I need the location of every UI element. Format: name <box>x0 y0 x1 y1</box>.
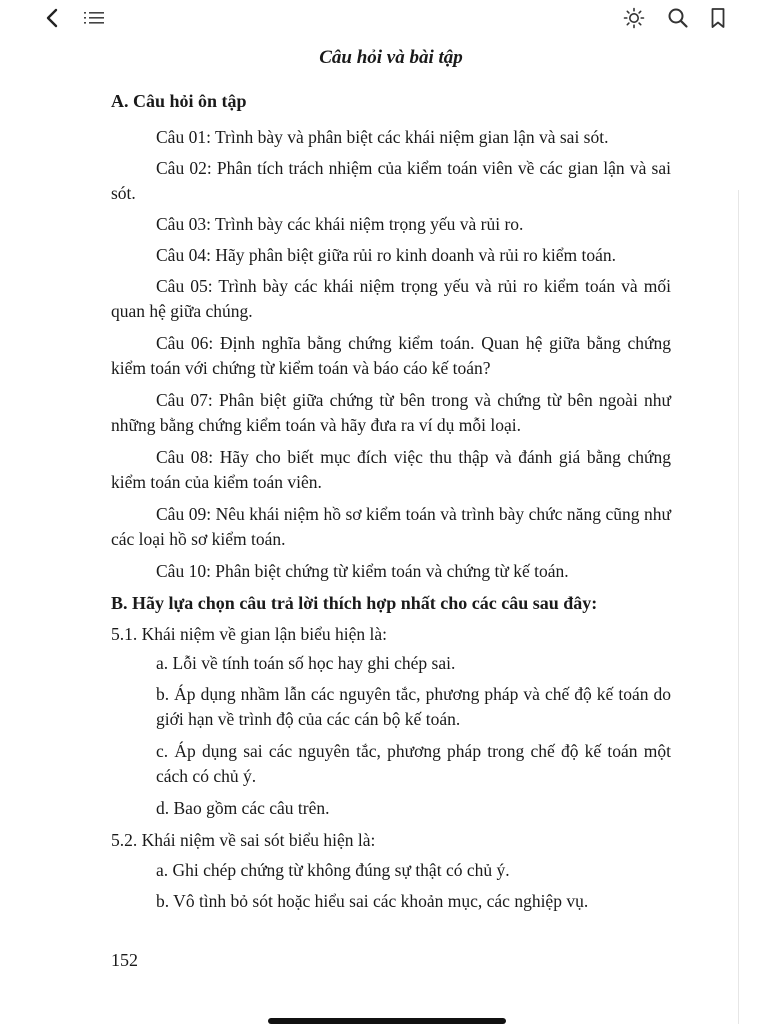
review-question: Câu 05: Trình bày các khái niệm trọng yếu và rủi ro kiểm toán và mối quan hệ giữa chúng. <box>111 276 671 321</box>
mcq-question-stem: 5.1. Khái niệm về gian lận biểu hiện là: <box>111 624 388 644</box>
review-question: Câu 10: Phân biệt chứng từ kiểm toán và chứng từ kế toán. <box>156 561 569 581</box>
review-question: Câu 08: Hãy cho biết mục đích việc thu thập và đánh giá bằng chứng kiểm toán của kiểm toán viên. <box>111 447 671 492</box>
page-title: Câu hỏi và bài tập <box>319 47 463 68</box>
mcq-option: c. Áp dụng sai các nguyên tắc, phương pháp trong chế độ kế toán một cách có chủ ý. <box>156 741 671 786</box>
review-question: Câu 07: Phân biệt giữa chứng từ bên trong và chứng từ bên ngoài như những bằng chứng kiểm toán và hãy đưa ra ví dụ mỗi loại. <box>111 390 671 435</box>
page-edge-divider <box>738 190 739 1024</box>
mcq-question-stem: 5.2. Khái niệm về sai sót biểu hiện là: <box>111 830 376 850</box>
search-icon[interactable] <box>664 4 692 32</box>
home-indicator[interactable] <box>268 1018 506 1024</box>
bookmark-icon[interactable] <box>704 4 732 32</box>
review-question: Câu 09: Nêu khái niệm hồ sơ kiểm toán và trình bày chức năng cũng như các loại hồ sơ kiểm toán. <box>111 504 671 549</box>
section-b-heading: B. Hãy lựa chọn câu trả lời thích hợp nhất cho các câu sau đây: <box>111 593 598 613</box>
mcq-option: b. Vô tình bỏ sót hoặc hiểu sai các khoản mục, các nghiệp vụ. <box>156 891 589 911</box>
mcq-option: a. Lỗi về tính toán số học hay ghi chép sai. <box>156 653 456 673</box>
page-number: 152 <box>111 950 138 970</box>
review-question: Câu 03: Trình bày các khái niệm trọng yếu và rủi ro. <box>156 214 524 234</box>
section-a-heading: A. Câu hỏi ôn tập <box>111 91 247 111</box>
reader-toolbar <box>0 0 768 40</box>
review-question: Câu 06: Định nghĩa bằng chứng kiểm toán. Quan hệ giữa bằng chứng kiểm toán với chứng từ kiểm toán và báo cáo kế toán? <box>111 333 671 378</box>
book-page <box>0 40 768 1000</box>
review-question: Câu 02: Phân tích trách nhiệm của kiểm toán viên về các gian lận và sai sót. <box>111 158 671 203</box>
review-question: Câu 04: Hãy phân biệt giữa rủi ro kinh doanh và rủi ro kiểm toán. <box>156 245 617 265</box>
table-of-contents-icon[interactable] <box>80 4 108 32</box>
review-question: Câu 01: Trình bày và phân biệt các khái niệm gian lận và sai sót. <box>156 127 609 147</box>
mcq-option: a. Ghi chép chứng từ không đúng sự thật có chủ ý. <box>156 860 510 880</box>
back-arrow-icon[interactable] <box>38 4 66 32</box>
brightness-icon[interactable] <box>620 4 648 32</box>
mcq-option: d. Bao gồm các câu trên. <box>156 798 330 818</box>
mcq-option: b. Áp dụng nhầm lẫn các nguyên tắc, phương pháp và chế độ kế toán do giới hạn về trình độ của các cán bộ kế toán. <box>156 684 671 729</box>
